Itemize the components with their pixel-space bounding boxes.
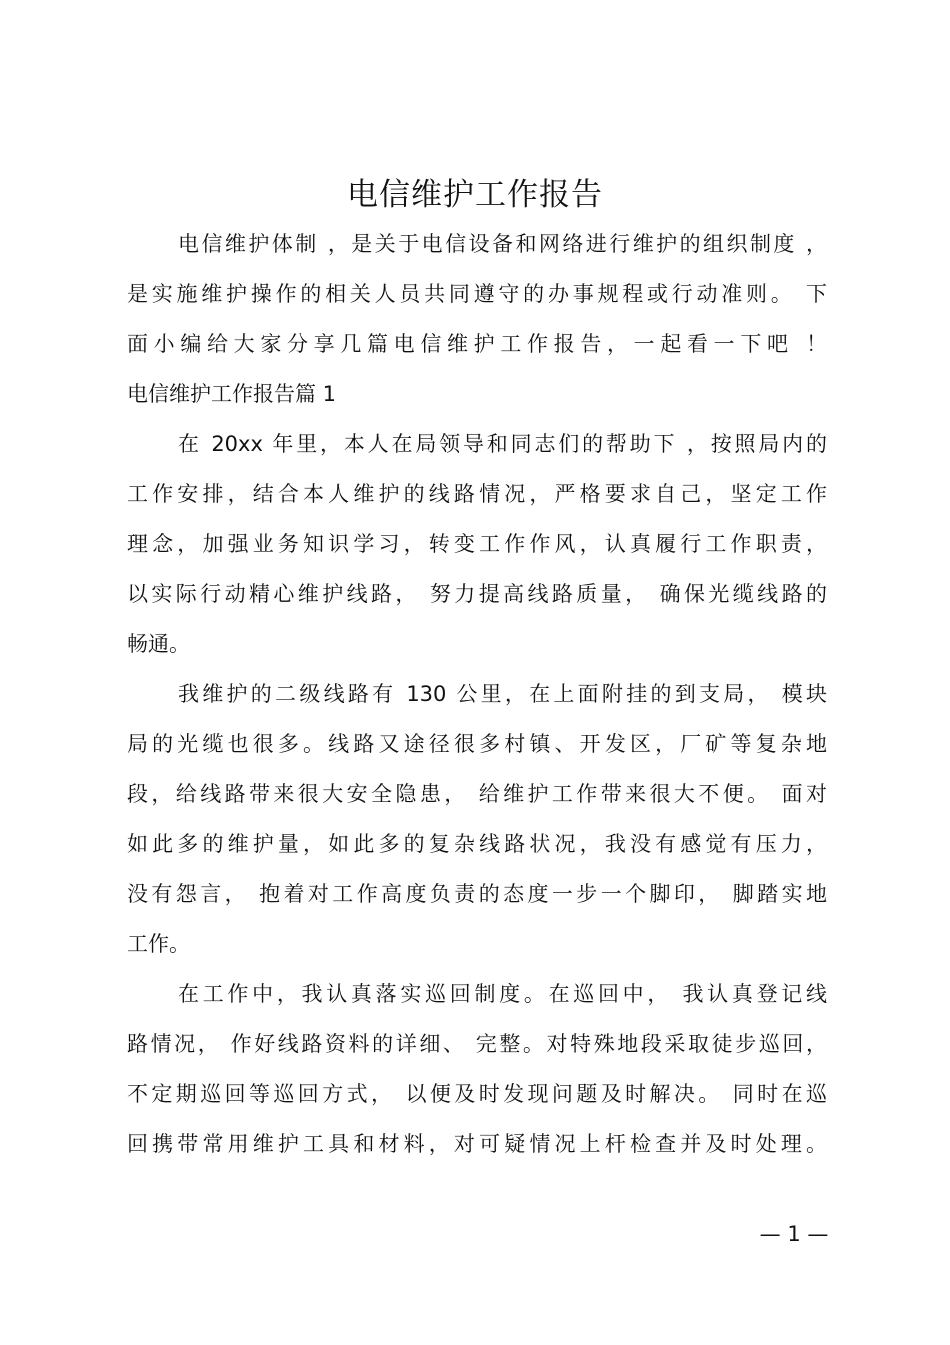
text-line: 段，给线路带来很大安全隐患， 给维护工作带来很大不便。 面对 xyxy=(127,782,827,806)
text-line: 以实际行动精心维护线路， 努力提高线路质量， 确保光缆线路的 xyxy=(127,582,827,606)
text-line: 没有怨言， 抱着对工作高度负责的态度一步一个脚印， 脚踏实地 xyxy=(127,882,827,906)
section-heading: 电信维护工作报告篇 1 xyxy=(127,382,337,406)
text-line: 电信维护体制 ，是关于电信设备和网络进行维护的组织制度 ， xyxy=(178,232,827,256)
text-line: 在 20xx 年里，本人在局领导和同志们的帮助下 ，按照局内的 xyxy=(178,432,827,456)
text-line: 工作。 xyxy=(127,932,190,956)
text-line: 是实施维护操作的相关人员共同遵守的办事规程或行动准则。 下 xyxy=(127,282,827,306)
text-line: 如此多的维护量，如此多的复杂线路状况，我没有感觉有压力， xyxy=(127,832,827,856)
text-line: 回携带常用维护工具和材料，对可疑情况上杆检查并及时处理。 xyxy=(127,1132,827,1156)
text-line: 路情况， 作好线路资料的详细、 完整。对特殊地段采取徒步巡回， xyxy=(127,1032,827,1056)
text-line: 畅通。 xyxy=(127,632,190,656)
text-line: 面小编给大家分享几篇电信维护工作报告，一起看一下吧 ！ xyxy=(127,332,827,356)
text-line: 工作安排，结合本人维护的线路情况，严格要求自己，坚定工作 xyxy=(127,482,827,506)
text-line: 局的光缆也很多。线路又途径很多村镇、开发区，厂矿等复杂地 xyxy=(127,732,827,756)
document-title: 电信维护工作报告 xyxy=(347,177,603,213)
text-line: 不定期巡回等巡回方式， 以便及时发现问题及时解决。 同时在巡 xyxy=(127,1082,827,1106)
page-number: — 1 — xyxy=(759,1222,829,1246)
text-line: 在工作中，我认真落实巡回制度。在巡回中， 我认真登记线 xyxy=(178,982,827,1006)
text-line: 我维护的二级线路有 130 公里，在上面附挂的到支局， 模块 xyxy=(178,682,827,706)
text-line: 理念，加强业务知识学习，转变工作作风，认真履行工作职责， xyxy=(127,532,827,556)
